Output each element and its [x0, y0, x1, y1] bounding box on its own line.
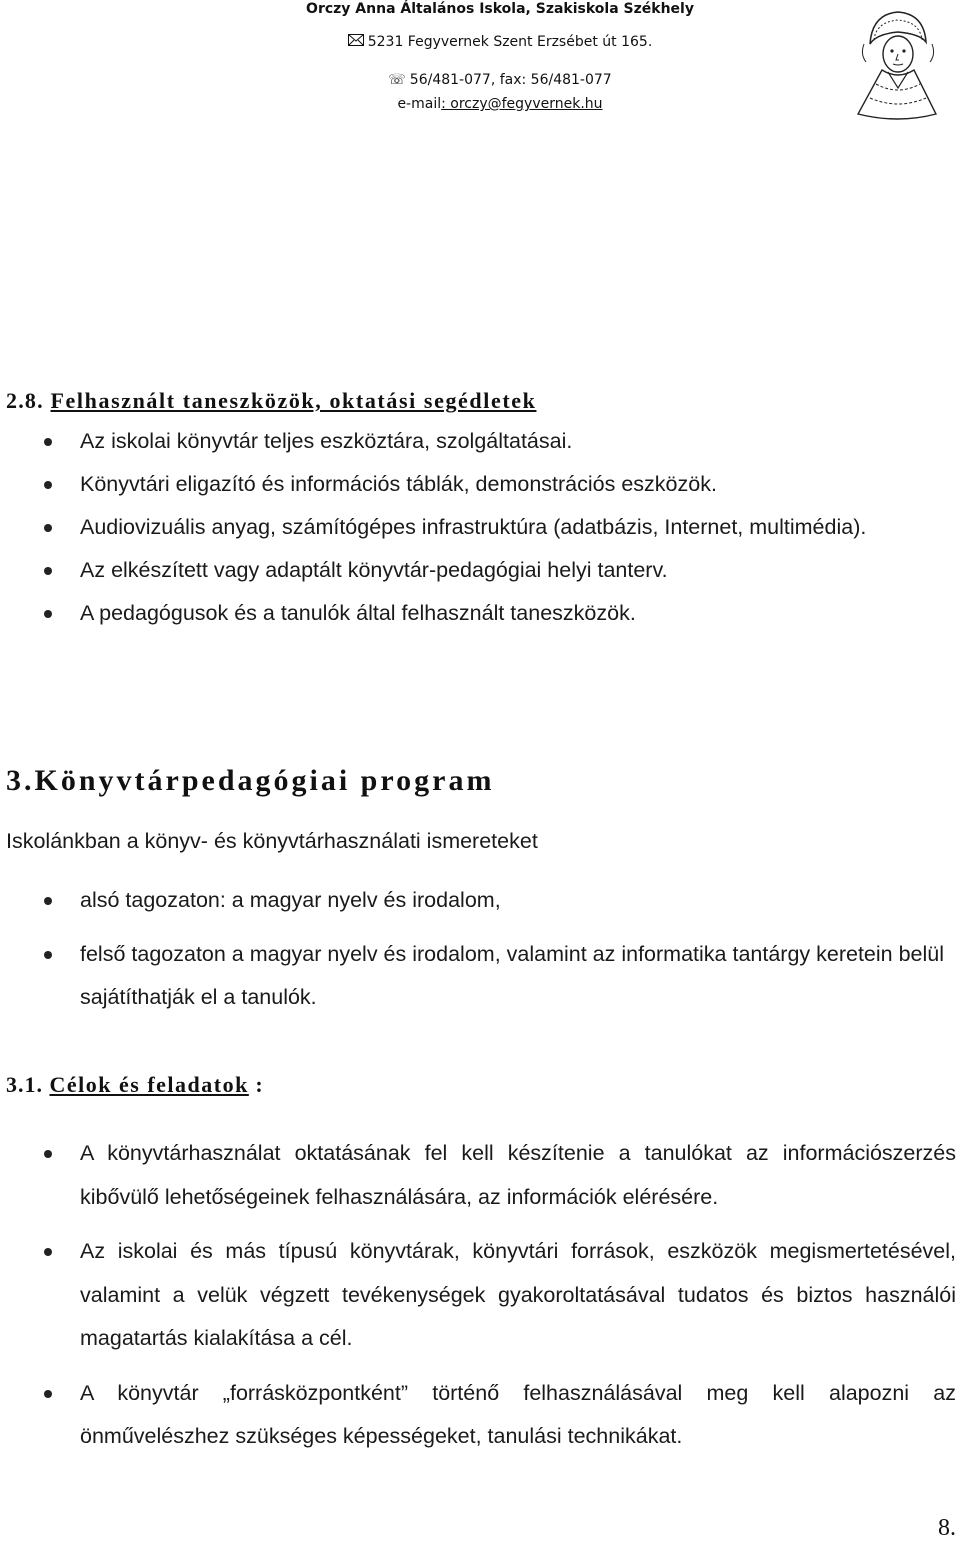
school-name: Orczy Anna Általános Iskola, Szakiskola Székhely: [306, 1, 694, 17]
list-item: Az elkészített vagy adaptált könyvtár-pedagógiai helyi tanterv.: [0, 549, 960, 592]
bullet-icon: [44, 567, 52, 575]
telephone-icon: ☏: [388, 72, 406, 88]
section-title-suffix: :: [248, 1072, 264, 1097]
list-item: alsó tagozaton: a magyar nyelv és irodalom,: [0, 879, 960, 922]
bullet-icon: [44, 1150, 52, 1158]
section-title: Felhasznált taneszközök, oktatási segédletek: [50, 388, 537, 413]
section-title: Célok és feladatok: [49, 1072, 249, 1097]
bullet-icon: [44, 897, 52, 905]
bullet-icon: [44, 481, 52, 489]
section-number: 2.8.: [6, 388, 44, 413]
goals-list: [0, 1132, 960, 1470]
list-item: Audiovizuális anyag, számítógépes infrastruktúra (adatbázis, Internet, multimédia).: [0, 506, 960, 549]
section-number: 3.: [6, 764, 35, 797]
section-3-1-heading: [6, 1072, 264, 1098]
page-number: 8.: [938, 1515, 956, 1541]
list-item: A pedagógusok és a tanulók által felhasznált taneszközök.: [0, 592, 960, 635]
phone-text: 56/481-077, fax: 56/481-077: [409, 72, 612, 88]
tools-list: [0, 420, 960, 635]
section-number: 3.1.: [6, 1072, 43, 1097]
bullet-icon: [44, 610, 52, 618]
list-item: A könyvtárhasználat oktatásának fel kell készítenie a tanulókat az információszerzés kibővülő lehetőségeinek felhasználására, az információk elérésére.: [0, 1132, 960, 1219]
list-item: Az iskolai és más típusú könyvtárak, könyvtári források, eszközök megismertetésével, valamint a velük végzett tevékenységek gyakoroltatásával tudatos és biztos használói magatartás kialakítása a cél.: [0, 1230, 960, 1361]
list-item: felső tagozaton a magyar nyelv és irodalom, valamint az informatika tantárgy keretein belül sajátíthatják el a tanulók.: [0, 933, 960, 1019]
address-text: 5231 Fegyvernek Szent Erzsébet út 165.: [367, 34, 653, 50]
letterhead: [0, 0, 960, 130]
email-label: e-mail: [397, 96, 442, 112]
portrait-image: [836, 4, 956, 124]
school-email: [240, 96, 760, 112]
section-2-8-heading: [6, 388, 536, 414]
school-phone: [240, 72, 760, 88]
bullet-icon: [44, 438, 52, 446]
curriculum-list: [0, 879, 960, 1019]
list-item: Az iskolai könyvtár teljes eszköztára, szolgáltatásai.: [0, 420, 960, 463]
envelope-icon: [348, 34, 364, 50]
school-address: [240, 34, 760, 50]
section-3-heading: [6, 764, 494, 798]
bullet-icon: [44, 1248, 52, 1256]
section-title: Könyvtárpedagógiai program: [34, 764, 495, 797]
bullet-icon: [44, 524, 52, 532]
list-item: A könyvtár „forrásközpontként” történő felhasználásával meg kell alapozni az önművelészhez szükséges képességeket, tanulási technikákat.: [0, 1372, 960, 1459]
email-link[interactable]: : orczy@fegyvernek.hu: [441, 96, 603, 112]
list-item: Könyvtári eligazító és információs táblák, demonstrációs eszközök.: [0, 463, 960, 506]
bullet-icon: [44, 1390, 52, 1398]
bullet-icon: [44, 951, 52, 959]
section-3-intro: Iskolánkban a könyv- és könyvtárhasználati ismereteket: [6, 829, 538, 853]
